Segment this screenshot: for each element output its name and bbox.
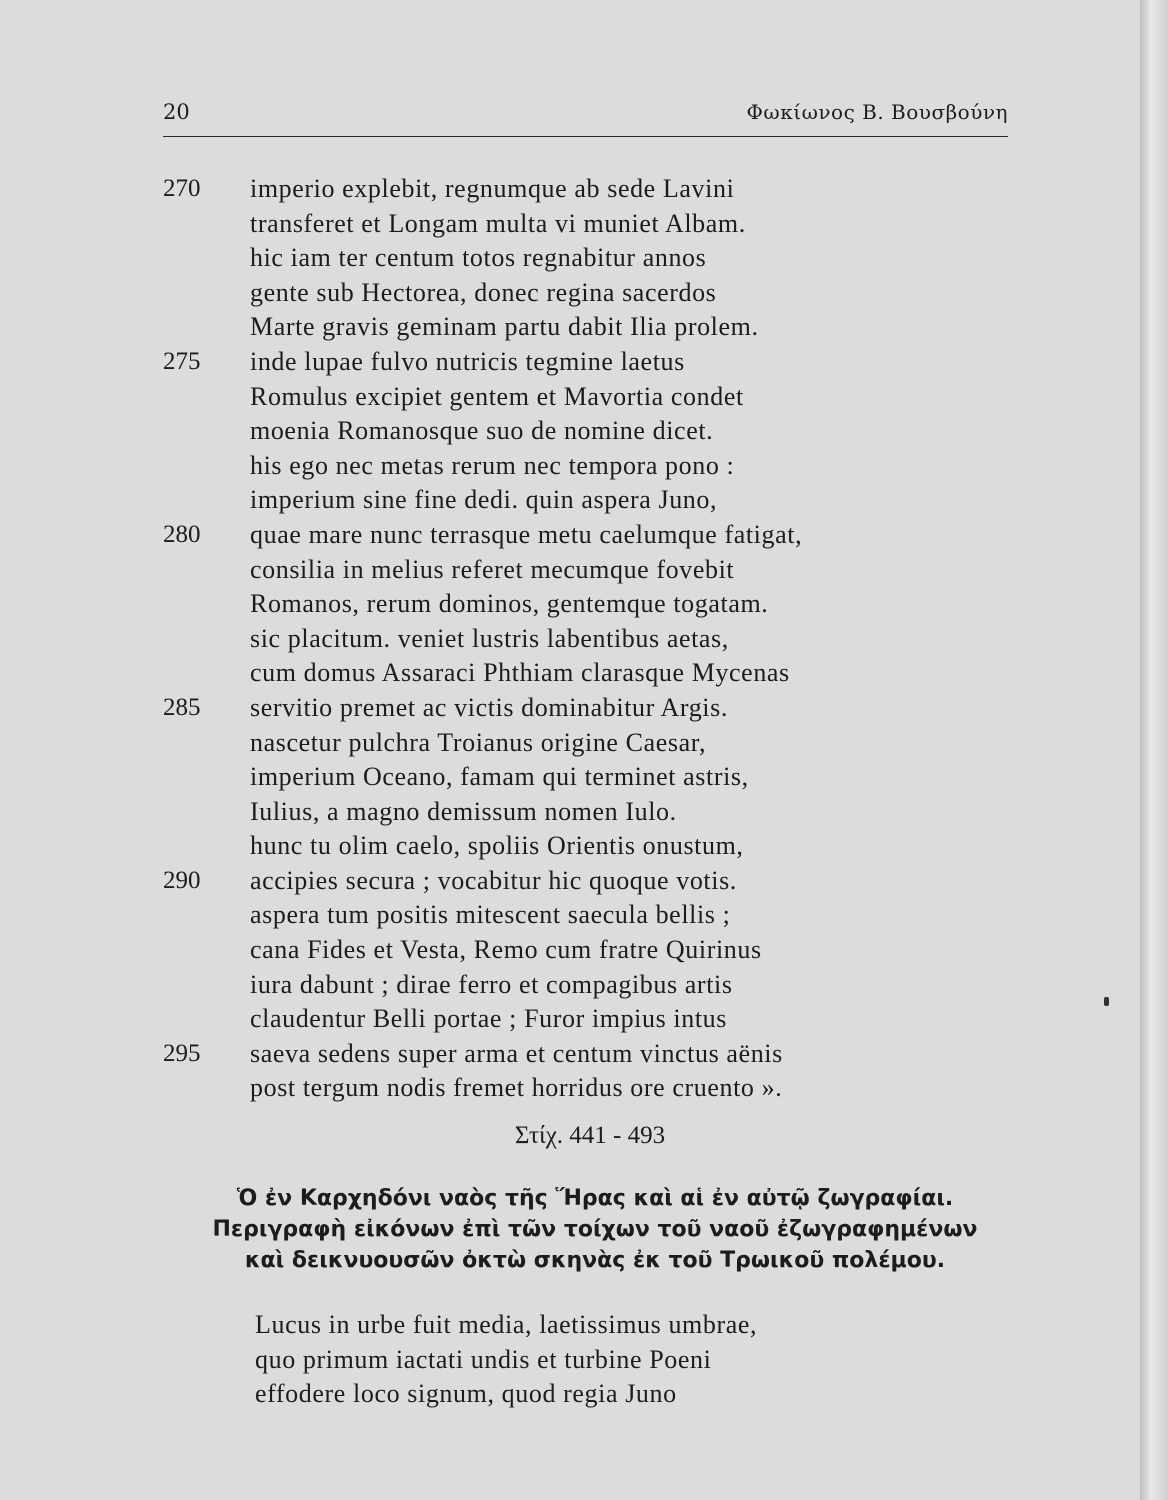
verse-text: Romanos, rerum dominos, gentemque togatam.	[250, 589, 769, 619]
verse-text: servitio premet ac victis dominabitur Argis.	[250, 692, 728, 722]
page-number: 20	[163, 100, 190, 124]
verse-text: imperio explebit, regnumque ab sede Lavini	[250, 174, 735, 203]
verse-text: nascetur pulchra Troianus origine Caesar,	[250, 727, 707, 757]
verse-reference: Στίχ. 441 - 493	[514, 1122, 666, 1149]
ink-speck	[1104, 997, 1109, 1006]
verse-line	[163, 310, 1013, 345]
verse-line	[163, 1071, 1013, 1106]
verse-text: sic placitum. veniet lustris labentibus aetas,	[250, 623, 729, 653]
verse-line	[163, 172, 1013, 207]
line-number: 280	[163, 520, 201, 548]
heading-line: Ὁ ἐν Καρχηδόνι ναὸς τῆς Ἥρας καὶ αἱ ἐν αὐτῷ ζωγραφίαι.	[236, 1186, 954, 1211]
verse-line	[163, 622, 1013, 657]
running-head: Φωκίωνος Β. Βουσβούνη	[746, 100, 1008, 124]
verse-line	[163, 380, 1013, 415]
verse-text: iura dabunt ; dirae ferro et compagibus artis	[250, 969, 733, 999]
page-header	[163, 100, 1008, 137]
verse-line	[163, 795, 1013, 830]
verse-line	[163, 1037, 1013, 1072]
passage-line: quo primum iactati undis et turbine Poeni	[255, 1344, 712, 1374]
verse-text: hunc tu olim caelo, spoliis Orientis onustum,	[250, 831, 744, 861]
verse-line	[163, 414, 1013, 449]
line-number: 285	[163, 693, 201, 721]
verse-line	[163, 760, 1013, 795]
verse-line	[163, 933, 1013, 968]
verse-text: Romulus excipiet gentem et Mavortia condet	[250, 381, 744, 411]
verse-line	[163, 207, 1013, 242]
verse-text: imperium sine fine dedi. quin aspera Juno,	[250, 485, 718, 515]
verse-line	[163, 829, 1013, 864]
verse-text: Marte gravis geminam partu dabit Ilia prolem.	[250, 312, 759, 342]
verse-text: moenia Romanosque suo de nomine dicet.	[250, 416, 714, 446]
verse-line	[163, 241, 1013, 276]
line-number: 270	[163, 175, 201, 202]
verse-line	[163, 449, 1013, 484]
verse-text: saeva sedens super arma et centum vinctus aënis	[250, 1038, 783, 1068]
passage-line: Lucus in urbe fuit media, laetissimus umbrae,	[255, 1310, 758, 1339]
verse-text: accipies secura ; vocabitur hic quoque votis.	[250, 865, 737, 895]
verse-line	[163, 518, 1013, 553]
heading-line: καὶ δεικνυουσῶν ὀκτὼ σκηνὰς ἐκ τοῦ Τρωικοῦ πολέμου.	[244, 1248, 946, 1273]
line-number: 295	[163, 1039, 201, 1067]
verse-line	[163, 898, 1013, 933]
verse-text: gente sub Hectorea, donec regina sacerdos	[250, 277, 717, 307]
verse-line	[163, 1002, 1013, 1037]
verse-line	[163, 483, 1013, 518]
verse-text: post tergum nodis fremet horridus ore cruento ».	[250, 1073, 783, 1103]
latin-passage	[255, 1308, 1015, 1412]
verse-text: Iulius, a magno demissum nomen Iulo.	[250, 796, 677, 826]
line-number: 290	[163, 866, 201, 894]
heading-line: Περιγραφὴ εἰκόνων ἐπὶ τῶν τοίχων τοῦ ναοῦ ἐζωγραφημένων	[212, 1217, 978, 1242]
verse-line	[163, 276, 1013, 311]
passage-line: effodere loco signum, quod regia Juno	[255, 1379, 677, 1409]
verse-text: transferet et Longam multa vi muniet Albam.	[250, 208, 746, 238]
line-number: 275	[163, 347, 201, 375]
verse-line	[163, 553, 1013, 588]
verse-text: hic iam ter centum totos regnabitur annos	[250, 243, 707, 273]
verse-text: claudentur Belli portae ; Furor impius intus	[250, 1004, 727, 1034]
verse-text: aspera tum positis mitescent saecula bellis ;	[250, 900, 731, 930]
verse-line	[163, 864, 1013, 899]
section-heading	[160, 1183, 1030, 1276]
verse-text: inde lupae fulvo nutricis tegmine laetus	[250, 346, 685, 376]
verse-text: imperium Oceano, famam qui terminet astris,	[250, 762, 749, 792]
verse-line	[163, 691, 1013, 726]
verse-text: quae mare nunc terrasque metu caelumque fatigat,	[250, 519, 803, 549]
verse-text: cum domus Assaraci Phthiam clarasque Mycenas	[250, 658, 790, 688]
verse-text: cana Fides et Vesta, Remo cum fratre Quirinus	[250, 935, 762, 965]
verse-line	[163, 726, 1013, 761]
verse-line	[163, 587, 1013, 622]
verse-text: consilia in melius referet mecumque fovebit	[250, 554, 735, 584]
page-edge	[1140, 0, 1168, 1500]
verse-line	[163, 968, 1013, 1003]
verse-line	[163, 656, 1013, 691]
verse-block	[163, 172, 1013, 1106]
verse-line	[163, 345, 1013, 380]
verse-text: his ego nec metas rerum nec tempora pono :	[250, 450, 735, 480]
